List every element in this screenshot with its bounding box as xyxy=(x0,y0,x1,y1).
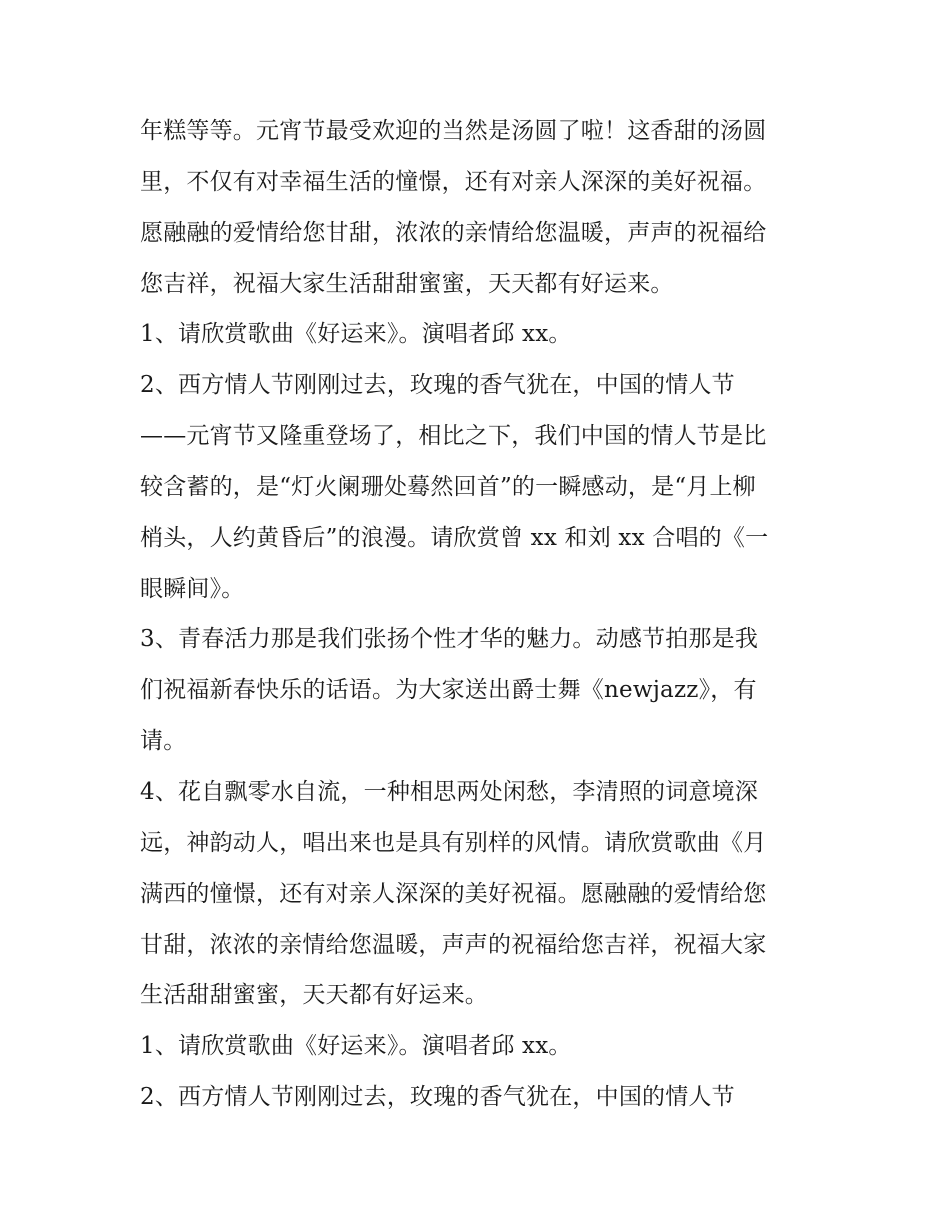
text-line: 4、花自飘零水自流，一种相思两处闲愁，李清照的词意境深 xyxy=(140,778,759,805)
text-line: 远，神韵动人，唱出来也是具有别样的风情。请欣赏歌曲《月 xyxy=(140,829,767,856)
text-line: 甘甜，浓浓的亲情给您温暖，声声的祝福给您吉祥，祝福大家 xyxy=(140,931,767,958)
document-body xyxy=(140,106,820,1123)
text-line: 1、请欣赏歌曲《好运来》。演唱者邱 xx。 xyxy=(140,321,572,348)
text-line: 里，不仅有对幸福生活的憧憬，还有对亲人深深的美好祝福。 xyxy=(140,168,767,195)
text-line: 眼瞬间》。 xyxy=(140,575,245,602)
text-line: 生活甜甜蜜蜜，天天都有好运来。 xyxy=(140,982,488,1009)
text-line: 1、请欣赏歌曲《好运来》。演唱者邱 xx。 xyxy=(140,1033,572,1060)
text-line: 年糕等等。元宵节最受欢迎的当然是汤圆了啦！这香甜的汤圆 xyxy=(140,118,767,144)
text-line: 2、西方情人节刚刚过去，玫瑰的香气犹在，中国的情人节 xyxy=(140,1084,735,1111)
text-line: 较含蓄的，是“灯火阑珊处蓦然回首”的一瞬感动，是“月上柳 xyxy=(140,473,756,500)
text-line: 3、青春活力那是我们张扬个性才华的魅力。动感节拍那是我 xyxy=(140,626,759,653)
text-line: 请。 xyxy=(140,728,187,755)
text-line: 们祝福新春快乐的话语。为大家送出爵士舞《newjazz》，有 xyxy=(140,677,757,704)
text-line: 梢头，人约黄昏后”的浪漫。请欣赏曾 xx 和刘 xx 合唱的《一 xyxy=(140,524,769,551)
text-line: 2、西方情人节刚刚过去，玫瑰的香气犹在，中国的情人节 xyxy=(140,372,735,399)
text-line: 满西的憧憬，还有对亲人深深的美好祝福。愿融融的爱情给您 xyxy=(140,880,767,907)
text-line: 您吉祥，祝福大家生活甜甜蜜蜜，天天都有好运来。 xyxy=(140,270,674,297)
text-line: 愿融融的爱情给您甘甜，浓浓的亲情给您温暖，声声的祝福给 xyxy=(140,219,767,246)
text-line: ——元宵节又隆重登场了，相比之下，我们中国的情人节是比 xyxy=(140,423,767,450)
